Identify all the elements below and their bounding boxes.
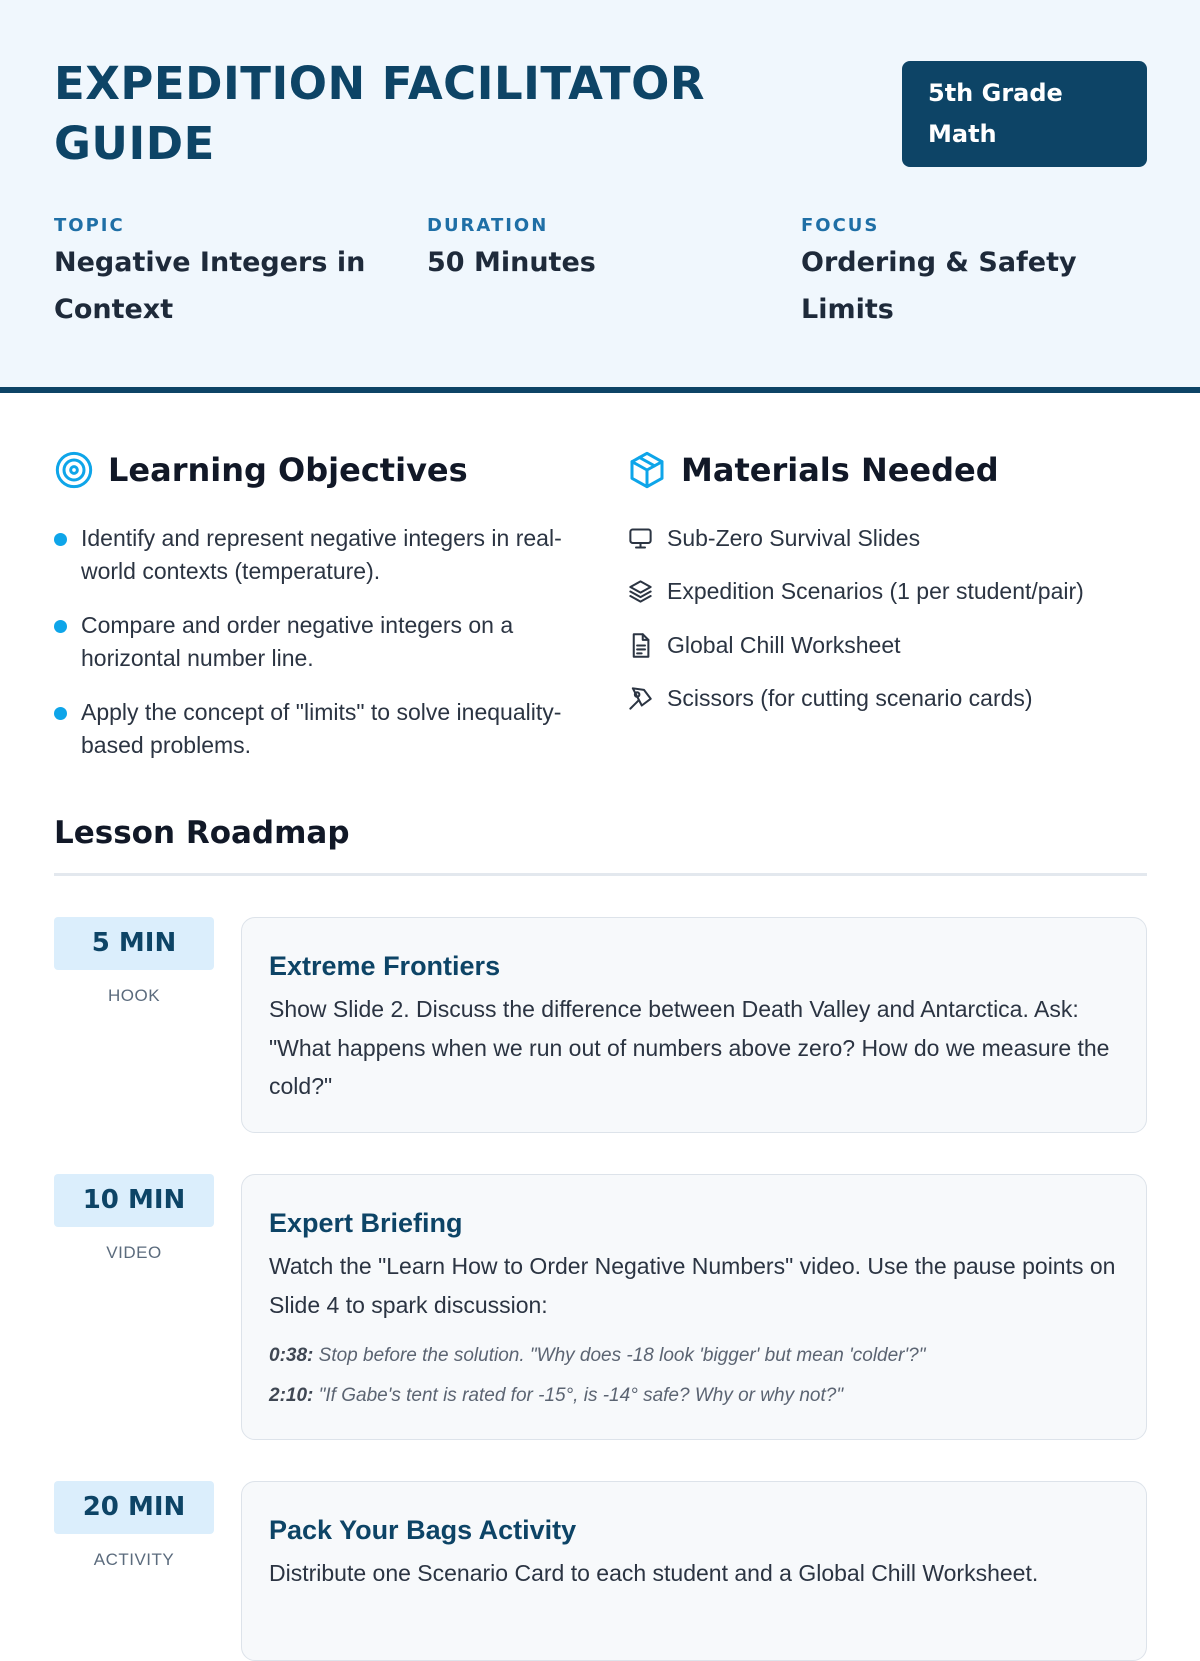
step-description: Distribute one Scenario Card to each student and a Global Chill Worksheet. <box>269 1560 1039 1586</box>
bullet-dot <box>54 707 67 720</box>
material-item <box>627 521 1167 555</box>
materials-list <box>627 521 1167 716</box>
objective-item <box>54 522 574 588</box>
meta-topic <box>54 213 394 333</box>
meta-topic-value: Negative Integers in Context <box>54 247 366 325</box>
material-item <box>627 682 1167 716</box>
material-label: Sub-Zero Survival Slides <box>667 524 921 551</box>
monitor-icon <box>627 525 654 552</box>
objective-text: Compare and order negative integers on a horizontal number line. <box>81 612 514 671</box>
pause-points <box>269 1336 1119 1416</box>
objective-item <box>54 696 574 762</box>
pause-point-text: "If Gabe's tent is rated for -15°, is -14° safe? Why or why not?" <box>318 1385 844 1406</box>
objective-text: Identify and represent negative integers in real-world contexts (temperature). <box>81 525 562 584</box>
meta-duration-value: 50 Minutes <box>427 247 596 278</box>
step-description: Watch the "Learn How to Order Negative Numbers" video. Use the pause points on Slide 4 to spark discussion: <box>269 1253 1116 1318</box>
material-label: Global Chill Worksheet <box>667 631 901 658</box>
meta-focus <box>801 213 1141 333</box>
step-card <box>241 917 1147 1133</box>
meta-focus-value: Ordering & Safety Limits <box>801 247 1077 325</box>
step-duration: 5 MIN <box>54 917 214 970</box>
bullet-dot <box>54 620 67 633</box>
step-type: VIDEO <box>106 1243 162 1262</box>
roadmap-heading: Lesson Roadmap <box>54 815 350 851</box>
roadmap-divider <box>54 873 1147 876</box>
learning-objectives <box>54 450 574 783</box>
bullet-dot <box>54 533 67 546</box>
pause-point-timestamp: 0:38: <box>269 1345 314 1366</box>
pause-point-text: Stop before the solution. "Why does -18 look 'bigger' but mean 'colder'?" <box>318 1345 926 1366</box>
materials-heading <box>627 450 1167 490</box>
step-title: Expert Briefing <box>269 1208 463 1238</box>
pause-point-timestamp: 2:10: <box>269 1385 314 1406</box>
document-icon <box>627 632 654 659</box>
step-description: Show Slide 2. Discuss the difference between Death Valley and Antarctica. Ask: "What happens when we run out of numbers above zero? How do we measure the cold?" <box>269 996 1110 1099</box>
package-icon <box>627 450 667 490</box>
step-type: ACTIVITY <box>93 1550 175 1569</box>
guide-header <box>0 0 1200 393</box>
pause-point <box>269 1376 1119 1416</box>
step-type: HOOK <box>107 986 161 1005</box>
layers-icon <box>627 578 654 605</box>
scissors-icon <box>627 685 654 712</box>
pause-point <box>269 1336 1119 1376</box>
material-item <box>627 628 1167 662</box>
meta-focus-label: FOCUS <box>801 215 880 236</box>
step-title: Extreme Frontiers <box>269 951 501 981</box>
step-card <box>241 1481 1147 1661</box>
step-duration: 20 MIN <box>54 1481 214 1534</box>
materials-needed <box>627 450 1167 735</box>
page-title: EXPEDITION FACILITATOR GUIDE <box>54 57 705 170</box>
materials-heading-text: Materials Needed <box>681 451 999 489</box>
objective-item <box>54 609 574 675</box>
grade-badge: 5th Grade Math <box>902 61 1147 167</box>
objectives-heading <box>54 450 574 490</box>
target-icon <box>54 450 94 490</box>
material-label: Scissors (for cutting scenario cards) <box>667 685 1033 711</box>
objectives-heading-text: Learning Objectives <box>108 451 468 489</box>
step-title: Pack Your Bags Activity <box>269 1515 577 1545</box>
material-label: Expedition Scenarios (1 per student/pair) <box>667 578 1084 604</box>
meta-duration-label: DURATION <box>427 215 549 236</box>
step-duration: 10 MIN <box>54 1174 214 1227</box>
step-card <box>241 1174 1147 1440</box>
meta-topic-label: TOPIC <box>54 215 125 236</box>
material-item <box>627 575 1167 609</box>
objectives-list <box>54 522 574 762</box>
meta-duration <box>427 213 767 286</box>
objective-text: Apply the concept of "limits" to solve inequality-based problems. <box>81 699 562 758</box>
